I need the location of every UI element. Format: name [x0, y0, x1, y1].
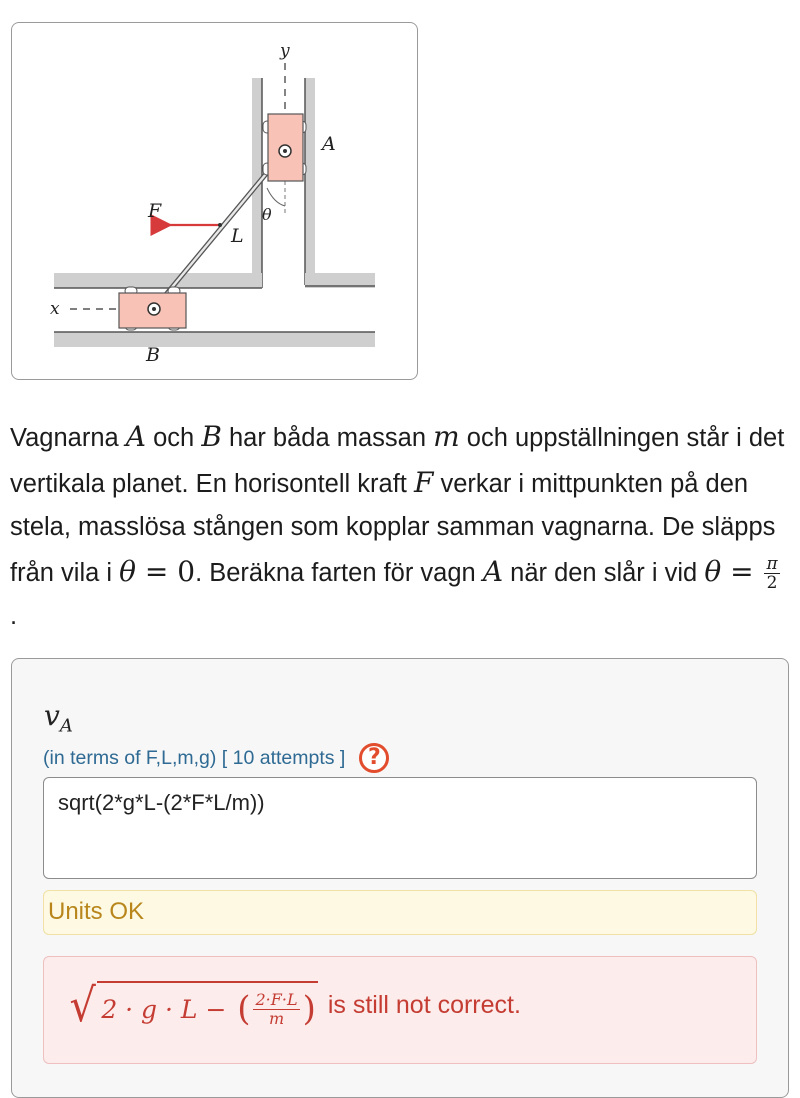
feedback-box — [43, 956, 757, 1064]
length-label: L — [231, 225, 244, 247]
x-axis-label: x — [50, 299, 60, 319]
angle-arc — [267, 188, 285, 206]
answer-hint: (in terms of F,L,m,g) [ 10 attempts ] ? — [43, 743, 389, 773]
sqrt-icon: √ — [69, 978, 96, 1032]
question-circle-icon[interactable]: ? — [359, 743, 389, 773]
pi-over-two: $\frac{\pi}{2}$ — [766, 554, 778, 594]
feedback-expression: √ 2 · g · L − ( 2·F·L m ) is still not correct. — [69, 978, 521, 1032]
cart-b-label: B — [146, 344, 160, 366]
horizontal-wall-upper-left — [54, 273, 262, 288]
y-axis-label: y — [280, 41, 290, 61]
cart-a-label: A — [322, 133, 336, 155]
angle-label: θ — [262, 205, 272, 224]
bottom-wall — [54, 332, 375, 347]
mechanics-diagram — [12, 23, 419, 381]
figure-card — [11, 22, 418, 380]
answer-input[interactable]: sqrt(2*g*L-(2*F*L/m)) — [43, 777, 757, 879]
vertical-wall-right — [305, 78, 315, 288]
problem-statement: Vagnarna A och B har båda massan m och uppställningen står i det vertikala planet. En horisontell kraft F verkar i mittpunkten på den stela, masslösa stången som kopplar samman vagnarna. De släpps från vila i θ = 0. Beräkna farten för vagn A när den slår i vid θ = $\frac{\pi}{2}$ . — [10, 420, 785, 630]
feedback-message: is still not correct. — [327, 990, 521, 1019]
force-label: F — [148, 200, 162, 222]
units-status: Units OK — [43, 890, 757, 935]
answer-variable: $v_A$ — [44, 699, 73, 737]
answer-card — [11, 658, 789, 1098]
